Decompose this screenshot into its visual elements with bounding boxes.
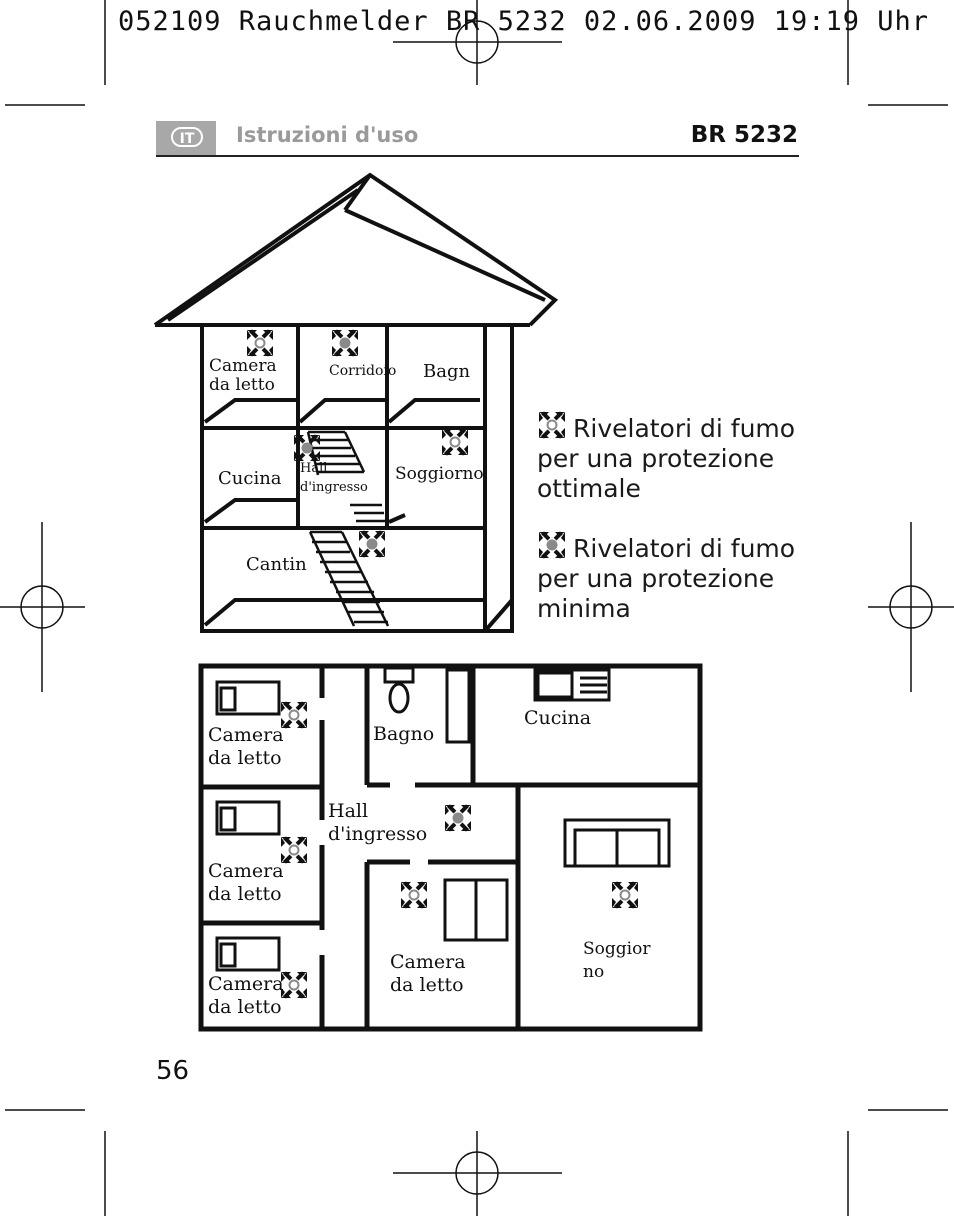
smoke-detector-optimal-icon [247, 329, 273, 356]
legend-minimal-text: Rivelatori di fumo per una protezione minima [537, 534, 796, 623]
print-slug: 052109 Rauchmelder BR 5232 02.06.2009 19:19 Uhr [118, 6, 930, 37]
smoke-detector-minimal-icon [445, 804, 471, 831]
plan-room-label: Camera da letto [390, 951, 466, 996]
header-title: Istruzioni d'uso [236, 123, 419, 147]
smoke-detector-minimal-icon [359, 530, 385, 557]
header-rule [156, 155, 799, 157]
page-number: 56 [156, 1056, 190, 1086]
house-room-label: Soggiorno [395, 464, 484, 484]
house-room-label: Cucina [218, 468, 282, 489]
smoke-detector-optimal-icon [281, 701, 307, 728]
plan-room-label: Camera da letto [208, 724, 284, 769]
house-room-label: Cantin [246, 554, 307, 575]
plan-room-label: Cucina [524, 707, 592, 729]
smoke-detector-minimal-icon [332, 329, 358, 356]
smoke-detector-optimal-icon [281, 971, 307, 998]
smoke-detector-optimal-icon [537, 410, 567, 440]
language-badge-label: IT [179, 131, 195, 147]
legend-optimal [537, 410, 827, 504]
smoke-detector-optimal-icon [442, 428, 468, 455]
plan-room-label: Soggior no [583, 939, 651, 982]
smoke-detector-optimal-icon [401, 881, 427, 908]
house-cross-section [150, 170, 570, 640]
house-room-label: Corridoio [329, 363, 397, 379]
plan-room-label: Camera da letto [208, 973, 284, 1018]
plan-room-label: Bagno [373, 723, 435, 745]
plan-room-label: Hall d'ingresso [328, 800, 428, 845]
language-badge [156, 121, 216, 155]
smoke-detector-minimal-icon [537, 530, 567, 560]
house-room-label: Camera da letto [209, 356, 277, 395]
legend-optimal-text: Rivelatori di fumo per una protezione ottimale [537, 414, 796, 503]
smoke-detector-optimal-icon [612, 881, 638, 908]
house-room-label: Bagn [423, 361, 471, 382]
house-room-label: Hall d'ingresso [300, 461, 368, 495]
smoke-detector-optimal-icon [281, 836, 307, 863]
plan-room-label: Camera da letto [208, 860, 284, 905]
legend-minimal [537, 530, 827, 624]
header-model: BR 5232 [690, 122, 798, 148]
